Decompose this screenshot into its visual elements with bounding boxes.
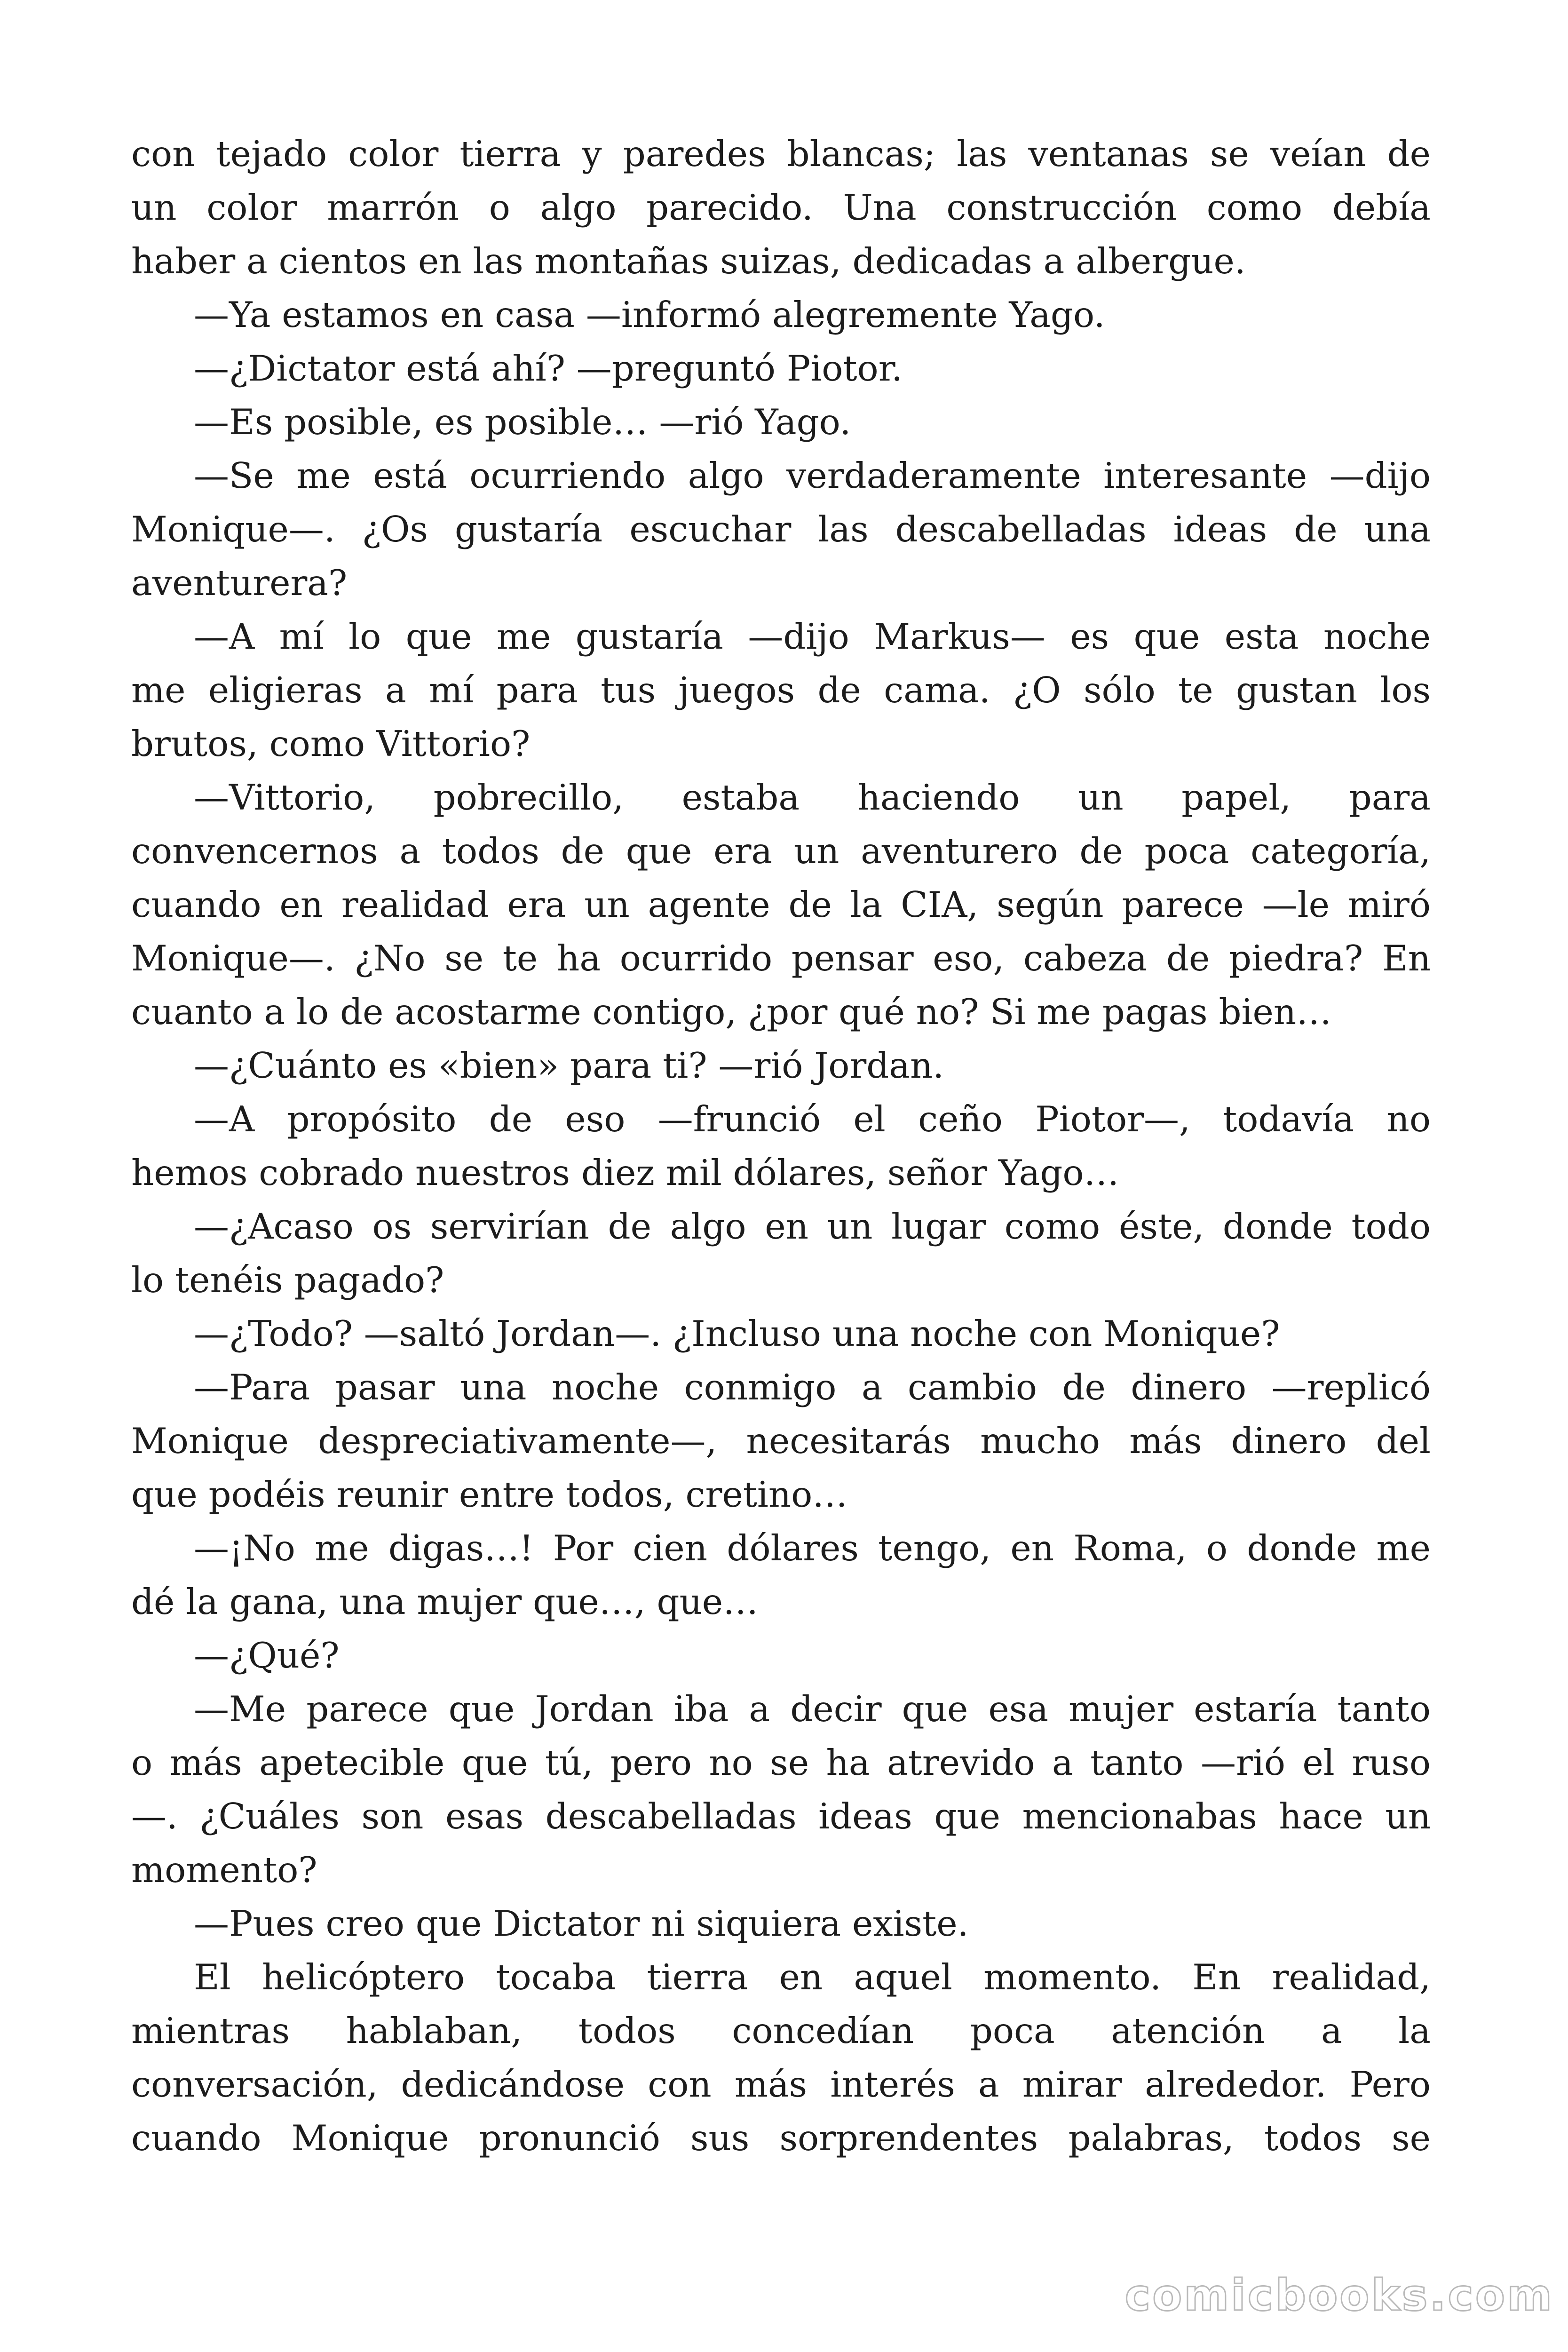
text-line: —Me parece que Jordan iba a decir que esa mujer estaría tanto [194, 1688, 1431, 1730]
paragraph [131, 449, 1431, 610]
text-line: o más apetecible que tú, pero no se ha atrevido a tanto —rió el ruso [131, 1742, 1431, 1783]
text-line: —¿Acaso os servirían de algo en un lugar como éste, donde todo [194, 1206, 1431, 1247]
text-line: —¿Qué? [194, 1635, 340, 1676]
text-line: —¡No me digas…! Por cien dólares tengo, en Roma, o donde me [194, 1527, 1431, 1569]
watermark: comicbooks.com [1125, 2270, 1554, 2320]
text-line: —Pues creo que Dictator ni siquiera existe. [194, 1903, 969, 1944]
text-line: haber a cientos en las montañas suizas, dedicadas a albergue. [131, 240, 1246, 282]
text-line: Monique—. ¿Os gustaría escuchar las descabelladas ideas de una [131, 509, 1431, 550]
text-line: El helicóptero tocaba tierra en aquel momento. En realidad, [194, 1956, 1431, 1998]
paragraph [131, 610, 1431, 771]
page-body-text [131, 127, 1431, 2165]
text-line: Monique—. ¿No se te ha ocurrido pensar eso, cabeza de piedra? En [131, 938, 1431, 979]
paragraph [131, 288, 1431, 342]
paragraph [131, 1629, 1431, 1682]
text-line: —¿Dictator está ahí? —preguntó Piotor. [194, 348, 903, 389]
text-line: me eligieras a mí para tus juegos de cama. ¿O sólo te gustan los [131, 669, 1431, 711]
text-line: un color marrón o algo parecido. Una construcción como debía [131, 187, 1431, 228]
text-line: —Ya estamos en casa —informó alegremente Yago. [194, 294, 1105, 335]
paragraph [131, 342, 1431, 395]
text-line: aventurera? [131, 562, 348, 604]
text-line: hemos cobrado nuestros diez mil dólares, señor Yago… [131, 1152, 1119, 1193]
text-line: —¿Todo? —saltó Jordan—. ¿Incluso una noche con Monique? [194, 1313, 1280, 1354]
text-line: —A propósito de eso —frunció el ceño Piotor—, todavía no [194, 1098, 1431, 1140]
text-line: —Para pasar una noche conmigo a cambio de dinero —replicó [194, 1367, 1431, 1408]
text-line: conversación, dedicándose con más interés a mirar alrededor. Pero [131, 2064, 1431, 2105]
paragraph [131, 1092, 1431, 1200]
text-line: —A mí lo que me gustaría —dijo Markus— es que esta noche [194, 616, 1431, 657]
text-line: momento? [131, 1849, 317, 1891]
paragraph [131, 1200, 1431, 1307]
text-line: mientras hablaban, todos concedían poca atención a la [131, 2010, 1431, 2051]
text-line: que podéis reunir entre todos, cretino… [131, 1474, 848, 1515]
text-line: —¿Cuánto es «bien» para ti? —rió Jordan. [194, 1045, 944, 1086]
paragraph [131, 1950, 1431, 2165]
text-line: —Se me está ocurriendo algo verdaderamente interesante —dijo [194, 455, 1431, 496]
paragraph [131, 1360, 1431, 1521]
paragraph [131, 1039, 1431, 1092]
paragraph [131, 127, 1431, 288]
paragraph [131, 1521, 1431, 1629]
paragraph [131, 395, 1431, 449]
text-line: Monique despreciativamente—, necesitarás mucho más dinero del [131, 1420, 1431, 1462]
text-line: cuando en realidad era un agente de la CIA, según parece —le miró [131, 884, 1431, 925]
text-line: lo tenéis pagado? [131, 1259, 444, 1301]
text-line: —Es posible, es posible… —rió Yago. [194, 401, 851, 443]
text-line: convencernos a todos de que era un aventurero de poca categoría, [131, 830, 1431, 872]
paragraph [131, 1307, 1431, 1360]
text-line: cuanto a lo de acostarme contigo, ¿por qué no? Si me pagas bien… [131, 991, 1332, 1033]
paragraph [131, 771, 1431, 1039]
text-line: brutos, como Vittorio? [131, 723, 531, 764]
text-line: cuando Monique pronunció sus sorprendentes palabras, todos se [131, 2117, 1431, 2159]
paragraph [131, 1897, 1431, 1950]
paragraph [131, 1682, 1431, 1897]
text-line: —. ¿Cuáles son esas descabelladas ideas que mencionabas hace un [131, 1796, 1431, 1837]
text-line: dé la gana, una mujer que…, que… [131, 1581, 759, 1622]
text-line: con tejado color tierra y paredes blancas; las ventanas se veían de [131, 133, 1431, 175]
text-line: —Vittorio, pobrecillo, estaba haciendo un papel, para [194, 777, 1431, 818]
